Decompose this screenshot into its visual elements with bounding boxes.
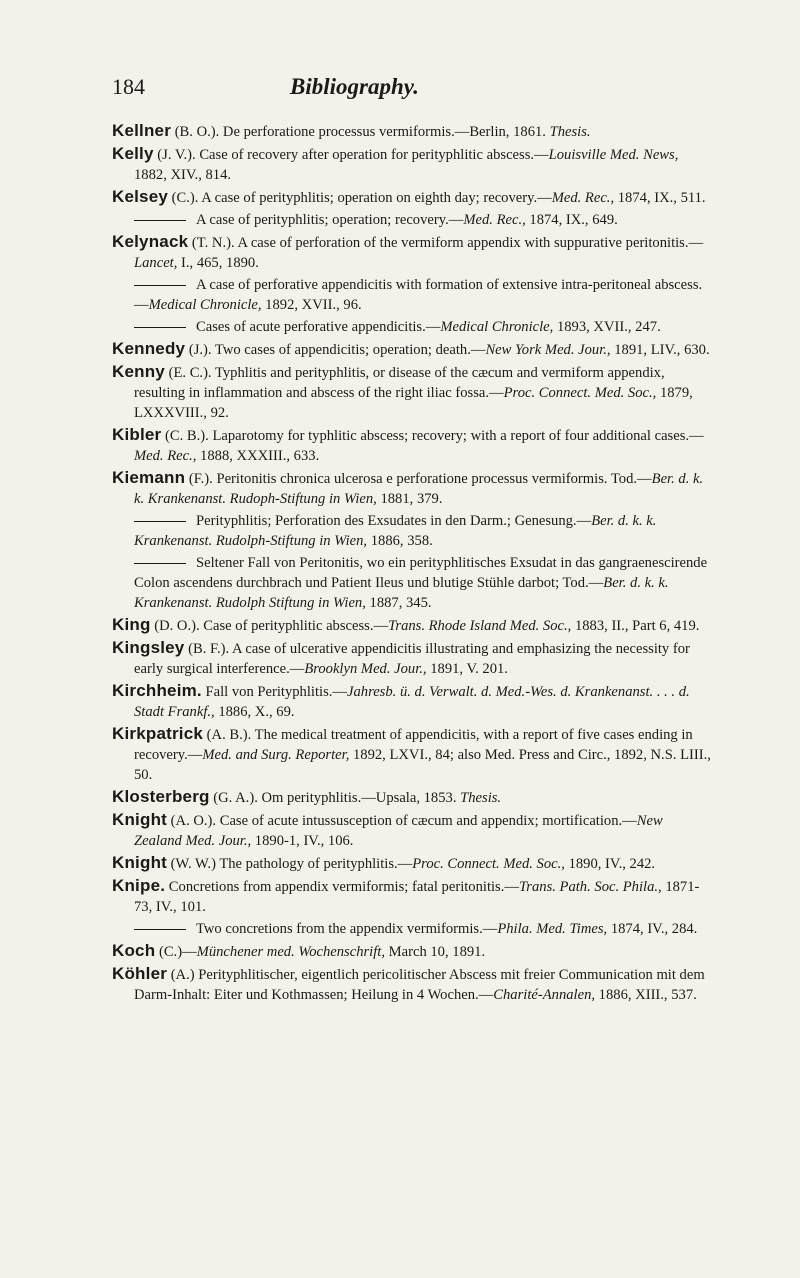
bibliography-entry [112,876,712,917]
entry-text: (C.). A case of perityphlitis; operation on eighth day; recovery.— [168,190,552,206]
entry-text: 1881, 379. [376,491,443,507]
entry-source: Louisville Med. News, [548,147,679,163]
bibliography-entry [112,724,712,785]
entry-source: Medical Chronicle, [440,319,554,335]
entry-text: 1874, IX., 511. [614,190,706,206]
bibliography-entry [112,144,712,185]
entry-source: Ber. d. k. k. Krankenanst. Rudoph-Stiftung in Wien, [134,471,704,507]
entry-text: 1888, XXXIII., 633. [196,448,320,464]
entry-text: A case of perityphlitis; operation; recovery.— [196,212,464,228]
entry-author: Kenny [112,362,165,381]
entry-text: 1892, XVII., 96. [261,297,362,313]
running-title: Bibliography. [290,74,419,99]
entry-source: Proc. Connect. Med. Soc., [503,385,657,401]
entry-source: Thesis. [549,124,591,140]
bibliography-entry [112,638,712,679]
bibliography-entry [112,121,712,142]
entry-source: Medical Chronicle, [148,297,262,313]
entry-text: Perityphlitis; Perforation des Exsudates in den Darm.; Genesung.— [196,513,592,529]
entry-text: (A. B.). The medical treatment of appendicitis, with a report of five cases ending in recovery.— [134,727,693,763]
entry-text: (B. O.). De perforatione processus vermiformis.—Berlin, 1861. [171,124,550,140]
bibliography-entry [112,187,712,208]
entry-author: Kelynack [112,232,189,251]
entry-text: (A.) Perityphlitischer, eigentlich pericolitischer Abscess mit freier Communication mit dem Darm-Inhalt: Eiter und Kothmassen; Heilung in 4 Wochen.— [134,967,705,1003]
bibliography-entry [112,681,712,722]
entry-author: Kelly [112,144,154,163]
entry-text: 1887, 345. [365,595,432,611]
bibliography-entry [112,210,712,230]
entry-text: A case of perforative appendicitis with formation of extensive intra-peritoneal abscess.— [134,277,703,313]
entry-author: Kirchheim. [112,681,202,700]
entry-author: Kelsey [112,187,169,206]
running-head [112,74,710,108]
bibliography-entry [112,362,712,423]
entry-text: 1882, XIV., 814. [134,167,232,183]
entry-text: 1886, 358. [367,533,433,549]
entry-source: New Zealand Med. Jour., [134,813,663,849]
entry-source: Med. Rec., [134,448,197,464]
entry-author: Kiemann [112,468,186,487]
entry-text: Cases of acute perforative appendicitis.— [196,319,441,335]
page-number: 184 [112,74,145,99]
entry-text: 1874, IX., 649. [525,212,618,228]
entry-author: Köhler [112,964,168,983]
entry-text: 1890, IV., 242. [564,856,656,872]
ditto-rule [134,521,186,522]
entry-source: Trans. Rhode Island Med. Soc., [388,618,572,634]
entry-source: New York Med. Jour., [485,342,611,358]
entry-text: Fall von Perityphlitis.— [201,684,347,700]
entry-source: Trans. Path. Soc. Phila., [518,879,662,895]
bibliography-entry [112,787,712,808]
entry-text: (J.). Two cases of appendicitis; operation; death.— [185,342,486,358]
entry-text: (F.). Peritonitis chronica ulcerosa e perforatione processus vermiformis. Tod.— [185,471,652,487]
entry-text: 1871-73, IV., 101. [134,879,700,915]
entry-text: 1891, V. 201. [426,661,508,677]
bibliography-entry [112,919,712,939]
entry-author: King [112,615,151,634]
entry-author: Koch [112,941,156,960]
entry-text: (C.)— [155,944,197,960]
entry-text: (D. O.). Case of perityphlitic abscess.— [150,618,389,634]
entry-source: Med. Rec., [551,190,615,206]
entry-author: Kibler [112,425,162,444]
entry-author: Kingsley [112,638,185,657]
entry-source: Jahresb. ü. d. Verwalt. d. Med.-Wes. d. Krankenanst. . . . d. Stadt Frankf., [134,684,690,720]
entry-text: (G. A.). Om perityphlitis.—Upsala, 1853. [209,790,461,806]
bibliography-entry [112,232,712,273]
entry-author: Kellner [112,121,172,140]
entry-author: Klosterberg [112,787,210,806]
entry-text: (B. F.). A case of ulcerative appendicitis illustrating and emphasizing the necessity for early surgical interference.— [134,641,690,677]
entry-text: 1886, X., 69. [214,704,295,720]
entry-text: (A. O.). Case of acute intussusception of cæcum and appendix; mortification.— [167,813,637,829]
entry-text: 1890-1, IV., 106. [251,833,354,849]
entry-text: March 10, 1891. [385,944,486,960]
entry-text: 1879, LXXXVIII., 92. [134,385,693,421]
entry-text: Seltener Fall von Peritonitis, wo ein perityphlitisches Exsudat in das gangraenescirende Colon ascendens durchbrach und Patient Ileus und blutige Stühle darbot; Tod.— [134,555,708,591]
entry-source: Münchener med. Wochenschrift, [196,944,385,960]
entry-text: 1891, LIV., 630. [610,342,710,358]
entry-author: Kennedy [112,339,186,358]
entry-text: (W. W.) The pathology of perityphlitis.— [167,856,413,872]
bibliography-entry [112,853,712,874]
entry-text: I., 465, 1890. [177,255,259,271]
ditto-rule [134,285,186,286]
bibliography-entry [112,511,712,551]
ditto-rule [134,929,186,930]
entry-text: (C. B.). Laparotomy for typhlitic abscess; recovery; with a report of four additional cases.— [161,428,704,444]
entry-source: Brooklyn Med. Jour., [304,661,427,677]
ditto-rule [134,563,186,564]
entry-source: Charité-Annalen, [493,987,596,1003]
bibliography-entry [112,339,712,360]
entry-source: Med. and Surg. Reporter, [202,747,350,763]
entry-source: Lancet, [134,255,178,271]
ditto-rule [134,220,186,221]
bibliography-entry [112,468,712,509]
entry-text: 1883, II., Part 6, 419. [571,618,700,634]
bibliography-entry [112,425,712,466]
bibliography-entry [112,810,712,851]
bibliography-entry [112,964,712,1005]
entry-text: 1892, LXVI., 84; also Med. Press and Circ., 1892, N.S. LIII., 50. [134,747,711,783]
bibliography-list [112,121,712,1007]
entry-source: Ber. d. k. k. Krankenanst. Rudolph Stiftung in Wien, [134,575,669,611]
entry-source: Thesis. [460,790,502,806]
bibliography-entry [112,941,712,962]
entry-text: (J. V.). Case of recovery after operation for perityphlitic abscess.— [153,147,549,163]
entry-author: Knight [112,853,168,872]
bibliography-entry [112,615,712,636]
bibliography-entry [112,275,712,315]
entry-source: Med. Rec., [463,212,526,228]
entry-source: Ber. d. k. k. Krankenanst. Rudolph-Stiftung in Wien, [134,513,657,549]
entry-author: Kirkpatrick [112,724,204,743]
entry-text: (T. N.). A case of perforation of the vermiform appendix with suppurative peritonitis.— [188,235,704,251]
entry-source: Phila. Med. Times, [497,921,608,937]
entry-text: 1886, XIII., 537. [595,987,697,1003]
entry-text: 1874, IV., 284. [607,921,698,937]
entry-source: Proc. Connect. Med. Soc., [412,856,565,872]
ditto-rule [134,327,186,328]
entry-author: Knipe. [112,876,166,895]
entry-text: 1893, XVII., 247. [553,319,661,335]
entry-text: Concretions from appendix vermiformis; fatal peritonitis.— [165,879,519,895]
bibliography-entry [112,317,712,337]
bibliography-entry [112,553,712,613]
entry-text: (E. C.). Typhlitis and perityphlitis, or disease of the cæcum and vermiform appendix, resulting in inflammation and abscess of the right iliac fossa.— [134,365,665,401]
entry-text: Two concretions from the appendix vermiformis.— [196,921,498,937]
entry-author: Knight [112,810,168,829]
